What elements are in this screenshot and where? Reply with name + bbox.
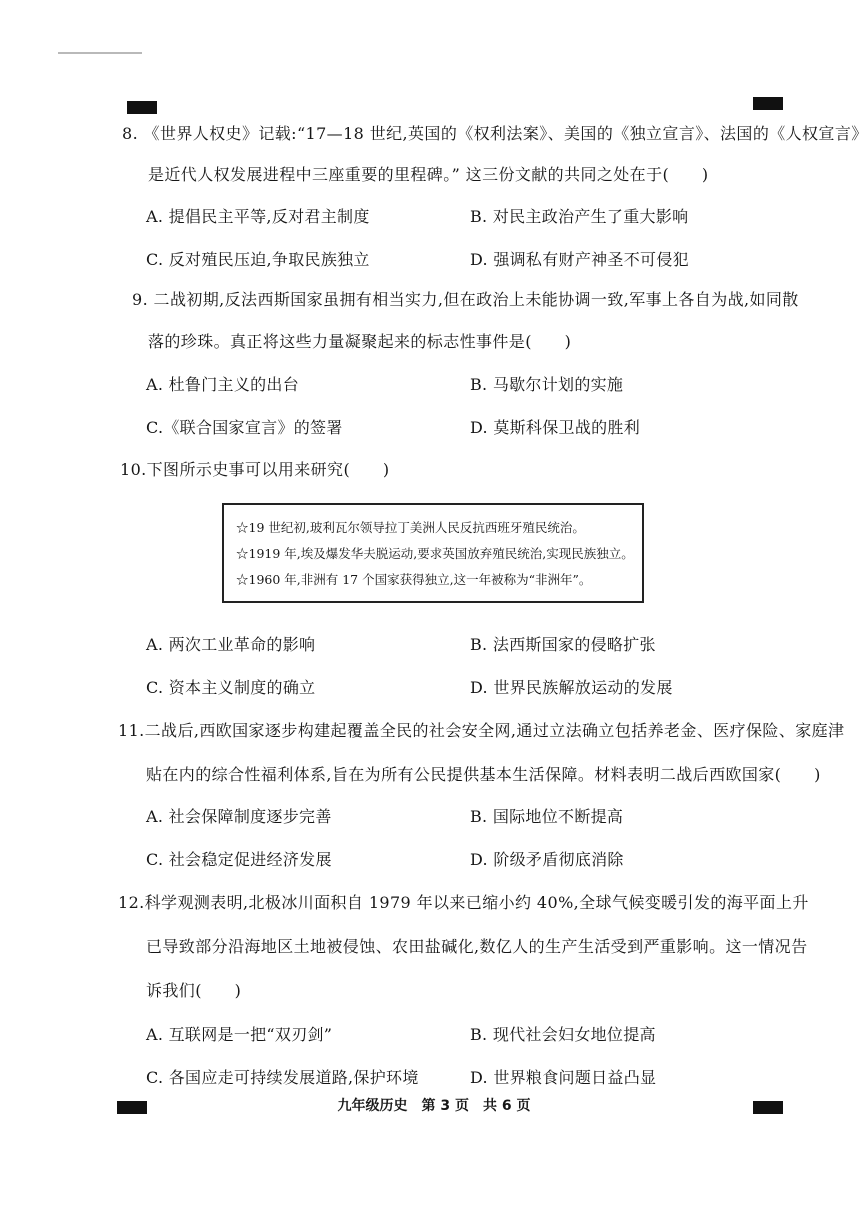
question-11-option-c[interactable]: C. 社会稳定促进经济发展 (146, 850, 332, 869)
scan-artifact-line (58, 52, 142, 54)
question-9-option-a[interactable]: A. 杜鲁门主义的出台 (146, 375, 300, 394)
question-8-option-c[interactable]: C. 反对殖民压迫,争取民族独立 (146, 250, 370, 269)
question-8-option-a[interactable]: A. 提倡民主平等,反对君主制度 (146, 207, 370, 226)
question-10-option-d[interactable]: D. 世界民族解放运动的发展 (470, 678, 673, 697)
question-11-option-b[interactable]: B. 国际地位不断提高 (470, 807, 624, 826)
question-9-stem-line-1: 9. 二战初期,反法西斯国家虽拥有相当实力,但在政治上未能协调一致,军事上各自为战,如同散 (132, 290, 799, 309)
question-10-material-box (222, 503, 644, 603)
question-9-option-d[interactable]: D. 莫斯科保卫战的胜利 (470, 418, 641, 437)
question-9-option-b[interactable]: B. 马歇尔计划的实施 (470, 375, 624, 394)
question-10-option-b[interactable]: B. 法西斯国家的侵略扩张 (470, 635, 656, 654)
question-12-option-d[interactable]: D. 世界粮食问题日益凸显 (470, 1068, 657, 1087)
question-8-option-b[interactable]: B. 对民主政治产生了重大影响 (470, 207, 689, 226)
question-9-option-c[interactable]: C.《联合国家宣言》的签署 (146, 418, 343, 437)
question-8-option-d[interactable]: D. 强调私有财产神圣不可侵犯 (470, 250, 689, 269)
material-item-1: ☆19 世纪初,玻利瓦尔领导拉丁美洲人民反抗西班牙殖民统治。 (236, 520, 585, 535)
question-8-stem-line-2: 是近代人权发展进程中三座重要的里程碑。” 这三份文献的共同之处在于( ) (148, 165, 709, 184)
question-12-stem-line-2: 已导致部分沿海地区土地被侵蚀、农田盐碱化,数亿人的生产生活受到严重影响。这一情况告 (146, 937, 808, 956)
question-10-option-c[interactable]: C. 资本主义制度的确立 (146, 678, 316, 697)
question-12-option-c[interactable]: C. 各国应走可持续发展道路,保护环境 (146, 1068, 419, 1087)
material-item-2: ☆1919 年,埃及爆发华夫脱运动,要求英国放弃殖民统治,实现民族独立。 (236, 546, 634, 561)
material-item-3: ☆1960 年,非洲有 17 个国家获得独立,这一年被称为“非洲年”。 (236, 572, 592, 587)
question-12-option-b[interactable]: B. 现代社会妇女地位提高 (470, 1025, 656, 1044)
question-11-option-a[interactable]: A. 社会保障制度逐步完善 (146, 807, 332, 826)
question-11-stem-line-1: 11.二战后,西欧国家逐步构建起覆盖全民的社会安全网,通过立法确立包括养老金、医疗保险、家庭津 (118, 721, 845, 740)
question-8-stem-line-1: 8. 《世界人权史》记载:“17—18 世纪,英国的《权利法案》、美国的《独立宣言》、法国的《人权宣言》 (122, 124, 868, 143)
question-12-option-a[interactable]: A. 互联网是一把“双刃剑” (146, 1025, 333, 1044)
question-12-stem-line-3: 诉我们( ) (146, 981, 242, 1000)
question-11-stem-line-2: 贴在内的综合性福利体系,旨在为所有公民提供基本生活保障。材料表明二战后西欧国家( ) (146, 765, 821, 784)
question-11-option-d[interactable]: D. 阶级矛盾彻底消除 (470, 850, 624, 869)
registration-mark-top-right (753, 97, 783, 110)
question-10-option-a[interactable]: A. 两次工业革命的影响 (146, 635, 316, 654)
question-9-stem-line-2: 落的珍珠。真正将这些力量凝聚起来的标志性事件是( ) (148, 332, 572, 351)
question-12-stem-line-1: 12.科学观测表明,北极冰川面积自 1979 年以来已缩小约 40%,全球气候变暖引发的海平面上升 (118, 893, 809, 912)
question-10-stem: 10.下图所示史事可以用来研究( ) (120, 460, 390, 479)
page-footer: 九年级历史 第 3 页 共 6 页 (337, 1098, 531, 1114)
registration-mark-top-left (127, 101, 157, 114)
